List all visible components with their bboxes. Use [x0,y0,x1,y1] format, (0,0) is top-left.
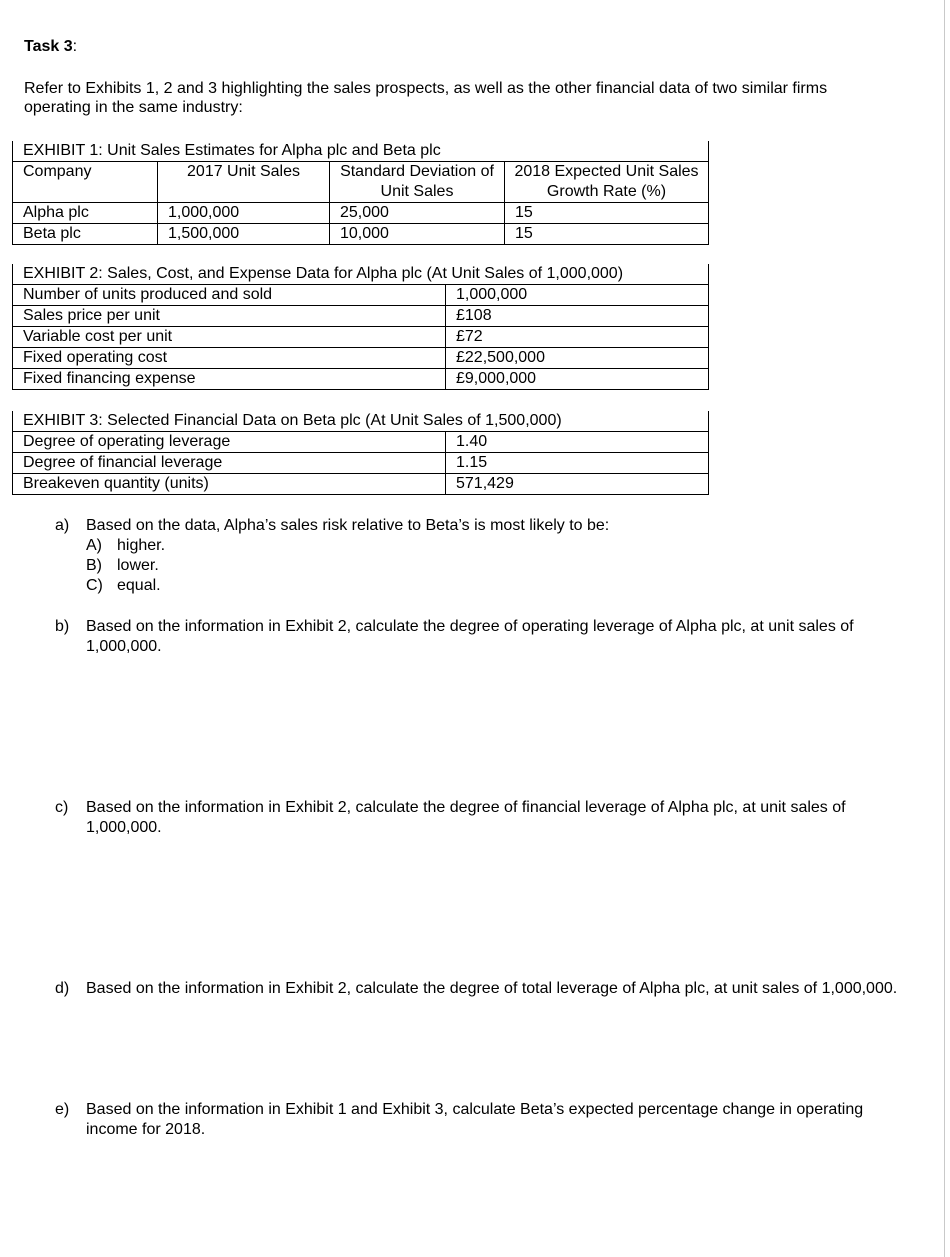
question-label: a) [55,517,70,534]
table-cell: 15 [505,203,709,224]
table-cell: 25,000 [330,203,505,224]
exhibit-1-header: Standard Deviation of Unit Sales [330,162,505,203]
question-label: e) [55,1101,70,1118]
table-row [13,369,709,390]
table-cell: Degree of financial leverage [13,453,446,474]
table-cell: £22,500,000 [446,348,709,369]
question-text: Based on the information in Exhibit 1 and Exhibit 3, calculate Beta’s expected percentage change in operating income for 2018. [86,1101,864,1138]
exhibit-1-header: 2018 Expected Unit Sales Growth Rate (%) [505,162,709,203]
table-row [13,327,709,348]
question-label: b) [55,618,70,635]
table-cell: 1,000,000 [446,285,709,306]
table-cell: Variable cost per unit [13,327,446,348]
table-row [13,432,709,453]
table-cell: 15 [505,224,709,245]
table-cell: Degree of operating leverage [13,432,446,453]
table-cell: £72 [446,327,709,348]
question-c [55,798,916,838]
question-text: Based on the information in Exhibit 2, calculate the degree of operating leverage of Alpha plc, at unit sales of 1,000,000. [86,618,854,655]
question-e [55,1100,916,1140]
question-text: Based on the information in Exhibit 2, calculate the degree of financial leverage of Alpha plc, at unit sales of 1,000,000. [86,799,846,836]
page-edge-divider [944,0,945,1257]
question-b [55,617,916,657]
table-row [13,203,709,224]
question-label: c) [55,799,69,816]
question-a [55,516,916,596]
table-cell: Number of units produced and sold [13,285,446,306]
table-cell: £108 [446,306,709,327]
table-cell: 571,429 [446,474,709,495]
table-row [13,474,709,495]
intro-paragraph: Refer to Exhibits 1, 2 and 3 highlighting the sales prospects, as well as the other financial data of two similar firms operating in the same industry: [24,80,828,116]
table-cell: 10,000 [330,224,505,245]
option-label: A) [86,537,102,554]
table-cell: Fixed financing expense [13,369,446,390]
table-cell: Breakeven quantity (units) [13,474,446,495]
table-row [13,453,709,474]
table-cell: 1,500,000 [158,224,330,245]
question-text: Based on the information in Exhibit 2, calculate the degree of total leverage of Alpha plc, at unit sales of 1,000,000. [86,980,898,997]
exhibit-1-caption: EXHIBIT 1: Unit Sales Estimates for Alpha plc and Beta plc [13,141,505,162]
answer-options [86,536,916,596]
answer-option [86,576,916,596]
question-label: d) [55,980,70,997]
exhibit-1-caption-tail [505,141,709,162]
table-cell: Beta plc [13,224,158,245]
option-label: C) [86,577,103,594]
table-row [13,224,709,245]
exhibit-1-header: Company [13,162,158,203]
exhibit-2-table [12,264,709,390]
table-cell: Alpha plc [13,203,158,224]
table-cell: 1,000,000 [158,203,330,224]
option-text: equal. [117,577,161,594]
question-d [55,979,916,999]
option-text: lower. [117,557,159,574]
question-text: Based on the data, Alpha’s sales risk relative to Beta’s is most likely to be: [86,517,610,534]
task-title: Task 3: [24,38,78,55]
table-row [13,348,709,369]
answer-option [86,536,916,556]
table-cell: 1.40 [446,432,709,453]
table-cell: 1.15 [446,453,709,474]
table-row [13,306,709,327]
table-cell: Sales price per unit [13,306,446,327]
exhibit-1-table [12,141,709,245]
table-row [13,285,709,306]
exhibit-3-caption: EXHIBIT 3: Selected Financial Data on Beta plc (At Unit Sales of 1,500,000) [13,411,709,432]
option-label: B) [86,557,102,574]
answer-option [86,556,916,576]
exhibit-1-header: 2017 Unit Sales [158,162,330,203]
table-cell: £9,000,000 [446,369,709,390]
table-cell: Fixed operating cost [13,348,446,369]
option-text: higher. [117,537,166,554]
exhibit-2-caption: EXHIBIT 2: Sales, Cost, and Expense Data for Alpha plc (At Unit Sales of 1,000,000) [13,264,709,285]
exhibit-3-table [12,411,709,495]
